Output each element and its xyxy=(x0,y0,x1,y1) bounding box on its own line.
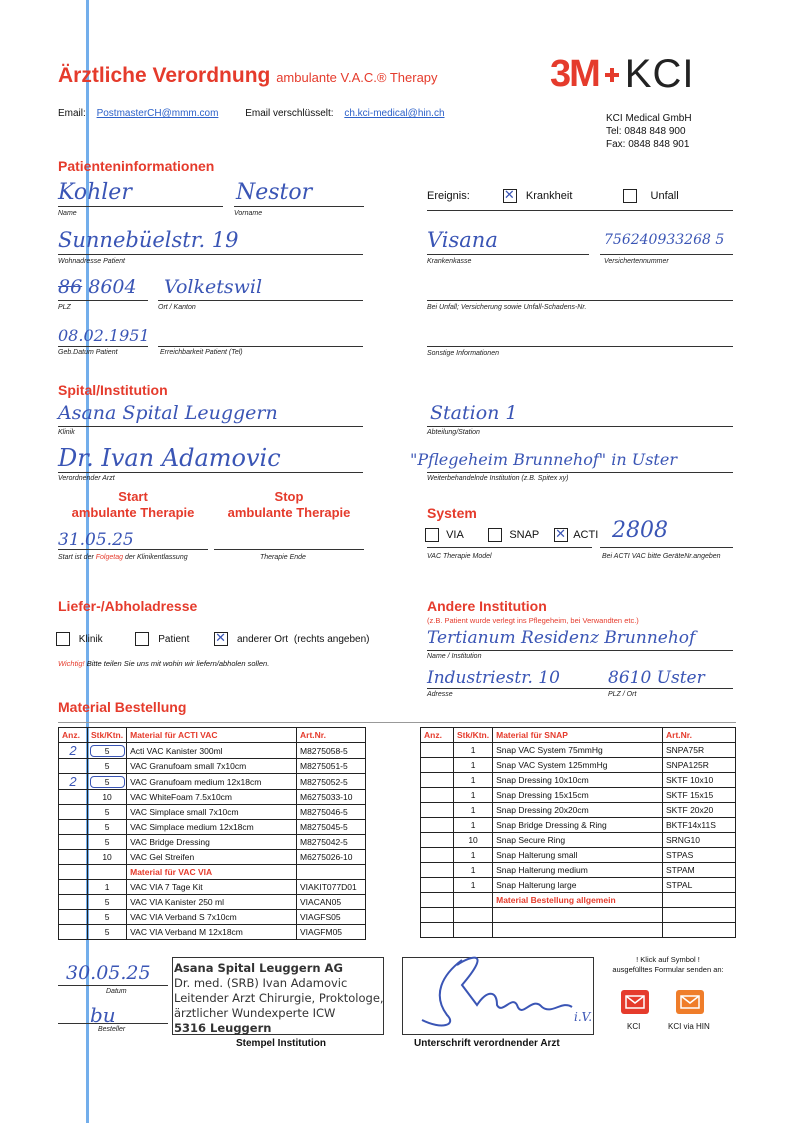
table-row xyxy=(421,848,736,863)
col-material: Material für SNAP xyxy=(493,728,663,743)
cell-mat: VAC Granufoam small 7x10cm xyxy=(127,759,297,774)
stempel-label: Stempel Institution xyxy=(236,1038,326,1049)
arzt-value[interactable]: Dr. Ivan Adamovic xyxy=(58,444,281,472)
cell-mat: VAC Simplace medium 12x18cm xyxy=(127,820,297,835)
patient-address[interactable]: Sunnebüelstr. 19 xyxy=(58,228,239,252)
table-row xyxy=(421,788,736,803)
send-kci-button[interactable] xyxy=(621,990,649,1014)
cell-mat: Acti VAC Kanister 300ml xyxy=(127,743,297,759)
col-stk: Stk/Ktn. xyxy=(454,728,493,743)
table-row xyxy=(59,880,366,895)
cell-stk: 1 xyxy=(454,743,493,758)
cell-stk xyxy=(454,908,493,923)
versnr-label: Versichertennummer xyxy=(604,258,669,265)
cell-mat: VAC Bridge Dressing xyxy=(127,835,297,850)
logo-plus-icon xyxy=(605,68,619,82)
cell-art xyxy=(663,923,736,938)
geraet-label: Bei ACTI VAC bitte GeräteNr.angeben xyxy=(602,553,721,560)
cell-stk: 1 xyxy=(454,818,493,833)
logo-3m-kci xyxy=(550,52,694,97)
arzt-label: Verordnender Arzt xyxy=(58,475,115,482)
liefer-klinik-label: Klinik xyxy=(78,633,103,645)
cell-anz[interactable]: 2 xyxy=(59,743,88,759)
cell-stk: 1 xyxy=(454,758,493,773)
cell-art: M8275052-5 xyxy=(297,774,366,790)
cell-mat: Snap VAC System 125mmHg xyxy=(493,758,663,773)
cell-anz[interactable] xyxy=(421,923,454,938)
sonst-label: Sonstige Informationen xyxy=(427,350,499,357)
table-row xyxy=(59,743,366,759)
cell-anz[interactable] xyxy=(421,758,454,773)
datum-label: Datum xyxy=(106,988,127,995)
via-label: VIA xyxy=(446,528,464,541)
inst-addr[interactable]: Industriestr. 10 xyxy=(427,668,560,688)
cell-art: VIAGFM05 xyxy=(297,925,366,940)
cell-anz[interactable] xyxy=(59,850,88,865)
cell-stk: 5 xyxy=(88,774,127,790)
cell-stk: 1 xyxy=(454,788,493,803)
cell-stk: 1 xyxy=(454,773,493,788)
klick-text: ! Klick auf Symbol ! xyxy=(636,955,700,964)
unfall-info-label: Bei Unfall; Versicherung sowie Unfall-Schadens-Nr. xyxy=(427,304,587,311)
name-label: Name xyxy=(58,210,77,217)
table-row xyxy=(59,790,366,805)
plz-label: PLZ xyxy=(58,304,71,311)
patient-dob[interactable]: 08.02.1951 xyxy=(58,326,150,345)
via-checkbox[interactable] xyxy=(425,528,439,542)
andere-note: (z.B. Patient wurde verlegt ins Pflegeheim, bei Verwandten etc.) xyxy=(427,616,639,625)
besteller-label: Besteller xyxy=(98,1026,126,1033)
table-row xyxy=(421,743,736,758)
cell-stk: 10 xyxy=(88,790,127,805)
email-row xyxy=(58,108,445,119)
cell-anz[interactable] xyxy=(421,863,454,878)
acti-checkbox[interactable] xyxy=(554,528,568,542)
liefer-klinik-checkbox[interactable] xyxy=(56,632,70,646)
cell-art: SKTF 15x15 xyxy=(663,788,736,803)
cell-art xyxy=(297,865,366,880)
weiter-value[interactable]: "Pflegeheim Brunnehof" in Uster xyxy=(410,450,677,469)
cell-art: SKTF 20x20 xyxy=(663,803,736,818)
sign-suffix: i.V. xyxy=(574,1010,593,1024)
col-material: Material für ACTI VAC xyxy=(127,728,297,743)
patient-vorname[interactable]: Nestor xyxy=(236,180,313,205)
klinik-value[interactable]: Asana Spital Leuggern xyxy=(58,402,278,424)
cell-anz[interactable]: 2 xyxy=(59,774,88,790)
kci-hin-label: KCI via HIN xyxy=(668,1022,710,1031)
cell-mat: VAC Gel Streifen xyxy=(127,850,297,865)
title-sub: ambulante V.A.C.® Therapy xyxy=(276,70,438,85)
email-link[interactable]: PostmasterCH@mmm.com xyxy=(96,108,219,119)
cell-anz[interactable] xyxy=(59,925,88,940)
cell-stk: 1 xyxy=(454,848,493,863)
table-row xyxy=(421,923,736,938)
cell-art: M8275045-5 xyxy=(297,820,366,835)
reach-label: Erreichbarkeit Patient (Tel) xyxy=(160,349,243,356)
table-row xyxy=(59,910,366,925)
cell-anz[interactable] xyxy=(421,833,454,848)
cell-anz[interactable] xyxy=(421,818,454,833)
start-label-a: Start ist der xyxy=(58,554,94,561)
cell-mat: VAC Simplace small 7x10cm xyxy=(127,805,297,820)
start-label-c: der Klinikentlassung xyxy=(124,554,188,561)
inst-label: Name / Institution xyxy=(427,653,482,660)
cell-mat: VAC VIA 7 Tage Kit xyxy=(127,880,297,895)
cell-stk: 5 xyxy=(88,805,127,820)
stamp-line-4: ärztlicher Wundexperte ICW xyxy=(174,1006,336,1020)
page-title xyxy=(58,64,438,88)
company-info xyxy=(606,112,692,151)
addr-label: Adresse xyxy=(427,691,453,698)
table-row xyxy=(421,758,736,773)
cell-art: STPAM xyxy=(663,863,736,878)
cell-stk: 5 xyxy=(88,925,127,940)
snap-checkbox[interactable] xyxy=(488,528,502,542)
cell-mat: Snap Dressing 20x20cm xyxy=(493,803,663,818)
table-row xyxy=(59,774,366,790)
cell-anz[interactable] xyxy=(59,820,88,835)
material-table-snap xyxy=(420,727,736,938)
cell-mat xyxy=(493,908,663,923)
cell-mat: Material Bestellung allgemein xyxy=(493,893,663,908)
patient-plz[interactable] xyxy=(58,276,137,298)
table-row xyxy=(59,835,366,850)
liefer-section-title: Liefer-/Abholadresse xyxy=(58,598,198,614)
patient-ort[interactable]: Volketswil xyxy=(164,276,263,298)
material-section-title: Material Bestellung xyxy=(58,699,187,715)
liefer-anderer-checkbox[interactable] xyxy=(214,632,228,646)
cell-anz[interactable] xyxy=(59,880,88,895)
end-label: Therapie Ende xyxy=(260,554,306,561)
cell-stk: 1 xyxy=(454,878,493,893)
geraet-nr[interactable]: 2808 xyxy=(612,518,668,543)
logo-3m: 3M xyxy=(550,53,599,95)
ereignis-row xyxy=(427,189,679,203)
cell-stk xyxy=(454,893,493,908)
plz-value: 8604 xyxy=(88,276,137,298)
stamp-line-5: 5316 Leuggern xyxy=(174,1021,272,1035)
start-label xyxy=(58,554,188,561)
stamp-line-2: Dr. med. (SRB) Ivan Adamovic xyxy=(174,976,348,990)
stop-title-2: ambulante Therapie xyxy=(227,505,351,520)
cell-mat: VAC WhiteFoam 7.5x10cm xyxy=(127,790,297,805)
cell-art: M8275051-5 xyxy=(297,759,366,774)
col-art: Art.Nr. xyxy=(297,728,366,743)
stop-title-1: Stop xyxy=(274,489,304,504)
cell-mat: VAC VIA Verband S 7x10cm xyxy=(127,910,297,925)
inst-name[interactable]: Tertianum Residenz Brunnehof xyxy=(427,628,696,648)
cell-mat: Snap Halterung large xyxy=(493,878,663,893)
cell-stk: 1 xyxy=(454,803,493,818)
start-title-1: Start xyxy=(118,489,148,504)
cell-art: M8275058-5 xyxy=(297,743,366,759)
cell-art: SRNG10 xyxy=(663,833,736,848)
cell-stk: 5 xyxy=(88,743,127,759)
cell-stk: 1 xyxy=(88,880,127,895)
table-row xyxy=(59,805,366,820)
cell-stk: 5 xyxy=(88,759,127,774)
versichertennummer[interactable]: 756240933268 5 xyxy=(604,232,725,248)
krankheit-label: Krankheit xyxy=(525,189,573,202)
ereignis-label: Ereignis: xyxy=(427,189,470,202)
cell-anz[interactable] xyxy=(59,805,88,820)
cell-art: STPAL xyxy=(663,878,736,893)
cell-anz[interactable] xyxy=(421,788,454,803)
unfall-checkbox[interactable] xyxy=(623,189,637,203)
start-date[interactable]: 31.05.25 xyxy=(58,530,134,550)
datum-value[interactable]: 30.05.25 xyxy=(66,962,151,984)
wichtig-text: Bitte teilen Sie uns mit wohin wir liefern/abholen sollen. xyxy=(86,659,270,668)
cell-mat: Snap Secure Ring xyxy=(493,833,663,848)
cell-art: VIAGFS05 xyxy=(297,910,366,925)
snap-label: SNAP xyxy=(509,528,540,541)
patient-section-title: Patienteninformationen xyxy=(58,158,215,174)
table-row xyxy=(59,925,366,940)
cell-art: SNPA125R xyxy=(663,758,736,773)
send-instructions xyxy=(604,955,732,975)
cell-art: STPAS xyxy=(663,848,736,863)
cell-anz[interactable] xyxy=(421,803,454,818)
cell-stk: 10 xyxy=(454,833,493,848)
cell-art xyxy=(663,893,736,908)
cell-anz[interactable] xyxy=(421,893,454,908)
wichtig-label: Wichtig! xyxy=(58,659,85,668)
table-row xyxy=(421,893,736,908)
cell-mat: Material für VAC VIA xyxy=(127,865,297,880)
col-anz: Anz. xyxy=(59,728,88,743)
kci-label: KCI xyxy=(627,1022,641,1031)
inst-plz[interactable]: 8610 Uster xyxy=(608,668,705,688)
liefer-anderer-label: anderer Ort xyxy=(236,633,289,645)
cell-stk: 5 xyxy=(88,820,127,835)
liefer-row xyxy=(56,632,369,646)
stamp-line-3: Leitender Arzt Chirurgie, Proktologe, xyxy=(174,991,384,1005)
wichtig-note xyxy=(58,659,269,668)
stamp-text xyxy=(174,961,384,1036)
col-stk: Stk/Ktn. xyxy=(88,728,127,743)
title-main: Ärztliche Verordnung xyxy=(58,64,271,87)
cell-art: M6275033-10 xyxy=(297,790,366,805)
start-title xyxy=(58,489,208,521)
cell-anz[interactable] xyxy=(59,865,88,880)
cell-stk: 5 xyxy=(88,835,127,850)
cell-art: SKTF 10x10 xyxy=(663,773,736,788)
station-label: Abteilung/Station xyxy=(427,429,480,436)
cell-mat: Snap Halterung small xyxy=(493,848,663,863)
andere-section-title: Andere Institution xyxy=(427,598,547,614)
cell-anz[interactable] xyxy=(421,773,454,788)
spital-section-title: Spital/Institution xyxy=(58,382,168,398)
mail-icon xyxy=(621,990,649,1014)
company-tel: Tel: 0848 848 900 xyxy=(606,126,686,137)
table-header-row xyxy=(59,728,366,743)
cell-mat: Snap Halterung medium xyxy=(493,863,663,878)
table-row xyxy=(59,895,366,910)
cell-art: M8275042-5 xyxy=(297,835,366,850)
material-table-acti xyxy=(58,727,366,940)
cell-anz[interactable] xyxy=(59,895,88,910)
stamp-line-1: Asana Spital Leuggern AG xyxy=(174,961,343,975)
email-label: Email: xyxy=(58,108,86,119)
logo-kci: KCI xyxy=(624,52,695,96)
acti-label: ACTI xyxy=(573,528,599,541)
station-value[interactable]: Station 1 xyxy=(430,402,518,424)
liefer-patient-checkbox[interactable] xyxy=(135,632,149,646)
table-row xyxy=(59,865,366,880)
klinik-label: Klinik xyxy=(58,429,75,436)
liefer-patient-label: Patient xyxy=(158,633,190,645)
cell-mat: VAC VIA Verband M 12x18cm xyxy=(127,925,297,940)
table-row xyxy=(421,833,736,848)
cell-stk: 5 xyxy=(88,895,127,910)
table-row xyxy=(59,820,366,835)
cell-art xyxy=(663,908,736,923)
cell-stk: 5 xyxy=(88,910,127,925)
cell-art: VIACAN05 xyxy=(297,895,366,910)
stop-title xyxy=(214,489,364,521)
cell-stk xyxy=(88,865,127,880)
klick-text-2: ausgefülltes Formular senden an: xyxy=(612,965,724,974)
table-row xyxy=(421,908,736,923)
ort-label: Ort / Kanton xyxy=(158,304,196,311)
system-row xyxy=(425,528,598,542)
cell-stk: 1 xyxy=(454,863,493,878)
cell-anz[interactable] xyxy=(59,759,88,774)
cell-anz[interactable] xyxy=(59,835,88,850)
cell-mat: VAC Granufoam medium 12x18cm xyxy=(127,774,297,790)
cell-art: SNPA75R xyxy=(663,743,736,758)
dob-label: Geb.Datum Patient xyxy=(58,349,118,356)
signature-image xyxy=(402,945,602,1035)
table-row xyxy=(421,773,736,788)
liefer-rechts-label: (rechts angeben) xyxy=(293,633,370,645)
start-label-b: Folgetag xyxy=(95,554,123,561)
email-enc-label: Email verschlüsselt: xyxy=(245,108,334,119)
system-section-title: System xyxy=(427,505,477,521)
cell-stk xyxy=(454,923,493,938)
company-name: KCI Medical GmbH xyxy=(606,113,692,124)
cell-anz[interactable] xyxy=(421,848,454,863)
vorname-label: Vorname xyxy=(234,210,263,217)
plz-ort-label: PLZ / Ort xyxy=(608,691,637,698)
col-anz: Anz. xyxy=(421,728,454,743)
cell-anz[interactable] xyxy=(421,743,454,758)
send-kci-hin-button[interactable] xyxy=(676,990,704,1014)
cell-mat: Snap Bridge Dressing & Ring xyxy=(493,818,663,833)
start-title-2: ambulante Therapie xyxy=(71,505,195,520)
besteller-value[interactable]: bu xyxy=(90,1003,116,1027)
kasse-label: Krankenkasse xyxy=(427,258,472,265)
table-row xyxy=(59,850,366,865)
cell-stk: 10 xyxy=(88,850,127,865)
model-label: VAC Therapie Model xyxy=(427,553,492,560)
cell-art: M6275026-10 xyxy=(297,850,366,865)
cell-anz[interactable] xyxy=(421,878,454,893)
company-fax: Fax: 0848 848 901 xyxy=(606,139,690,150)
cell-mat: Snap Dressing 10x10cm xyxy=(493,773,663,788)
cell-mat: Snap Dressing 15x15cm xyxy=(493,788,663,803)
table-row xyxy=(421,803,736,818)
table-row xyxy=(421,863,736,878)
unfall-label: Unfall xyxy=(650,189,679,202)
unterschrift-label: Unterschrift verordnender Arzt xyxy=(414,1038,560,1049)
weiter-label: Weiterbehandelnde Institution (z.B. Spitex xy) xyxy=(427,475,569,482)
krankenkasse[interactable]: Visana xyxy=(427,228,498,252)
cell-art: BKTF14x11S xyxy=(663,818,736,833)
address-label: Wohnadresse Patient xyxy=(58,258,125,265)
cell-anz[interactable] xyxy=(421,908,454,923)
cell-art: M8275046-5 xyxy=(297,805,366,820)
table-row xyxy=(421,818,736,833)
patient-name[interactable]: Kohler xyxy=(58,180,132,205)
cell-art: VIAKIT077D01 xyxy=(297,880,366,895)
mail-secure-icon xyxy=(676,990,704,1014)
email-enc-link[interactable]: ch.kci-medical@hin.ch xyxy=(344,108,445,119)
table-row xyxy=(421,878,736,893)
cell-mat: Snap VAC System 75mmHg xyxy=(493,743,663,758)
col-art: Art.Nr. xyxy=(663,728,736,743)
cell-anz[interactable] xyxy=(59,790,88,805)
krankheit-checkbox[interactable] xyxy=(503,189,517,203)
cell-mat xyxy=(493,923,663,938)
cell-anz[interactable] xyxy=(59,910,88,925)
cell-mat: VAC VIA Kanister 250 ml xyxy=(127,895,297,910)
table-row xyxy=(59,759,366,774)
plz-strike: 86 xyxy=(58,276,83,298)
table-header-row xyxy=(421,728,736,743)
